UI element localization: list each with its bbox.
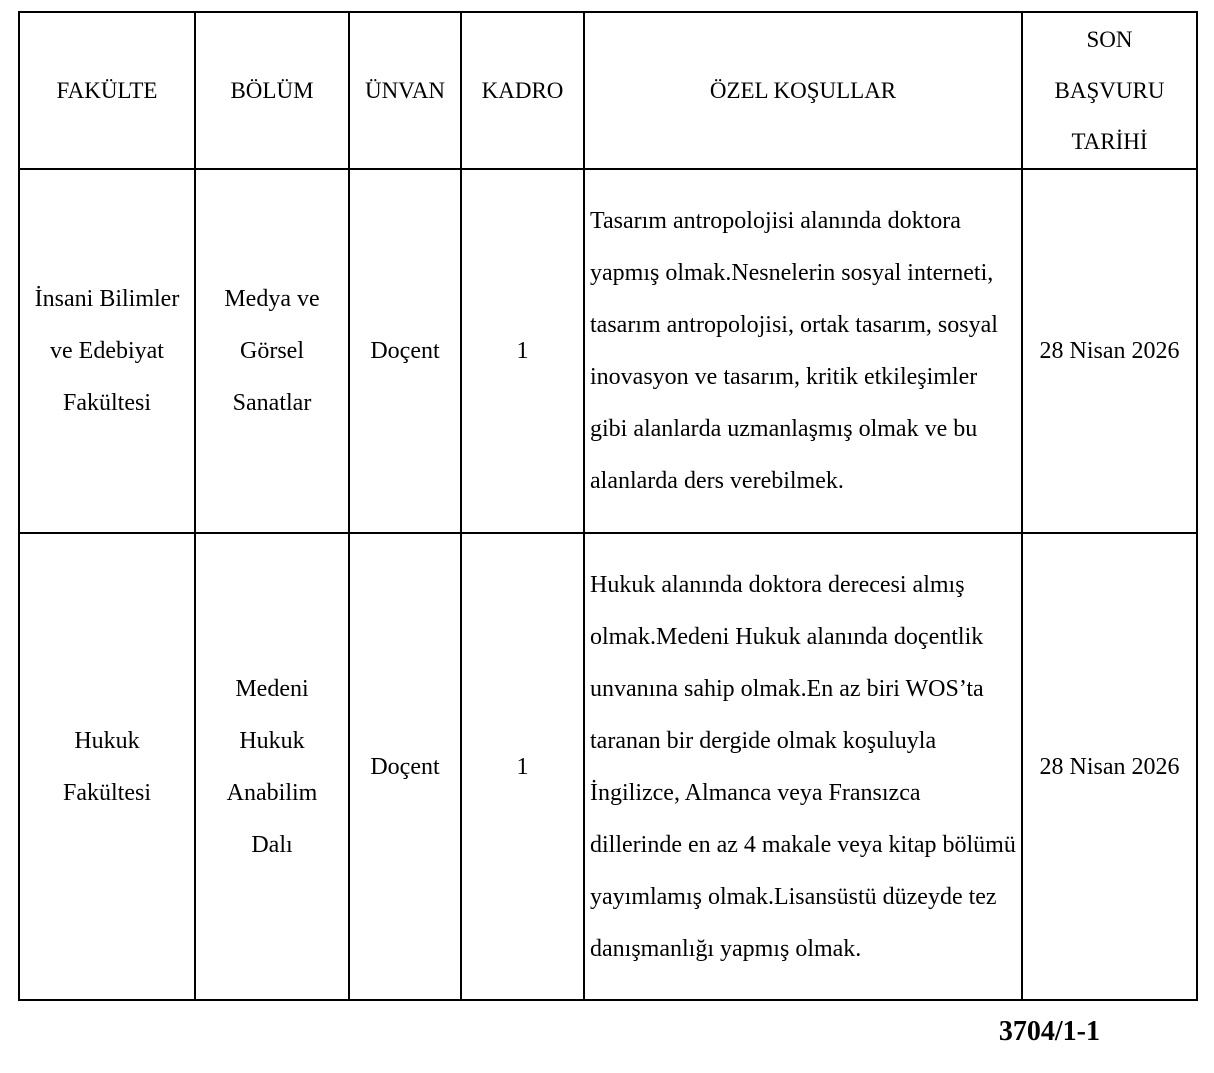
- cell-kadro: 1: [461, 169, 584, 533]
- table-header-row: [19, 12, 1197, 169]
- cell-bolum: Medya ve Görsel Sanatlar: [195, 169, 349, 533]
- cell-son-basvuru: 28 Nisan 2026: [1022, 169, 1197, 533]
- cell-fakulte: Hukuk Fakültesi: [19, 533, 195, 1000]
- table-row: [19, 533, 1197, 1000]
- header-kadro: KADRO: [461, 12, 584, 169]
- document-code: 3704/1-1: [998, 1016, 1100, 1047]
- table-row: [19, 169, 1197, 533]
- header-son-basvuru: SON BAŞVURU TARİHİ: [1022, 12, 1197, 169]
- header-bolum: BÖLÜM: [195, 12, 349, 169]
- header-fakulte: FAKÜLTE: [19, 12, 195, 169]
- cell-son-basvuru: 28 Nisan 2026: [1022, 533, 1197, 1000]
- cell-fakulte: İnsani Bilimler ve Edebiyat Fakültesi: [19, 169, 195, 533]
- position-table: [18, 11, 1198, 1001]
- cell-unvan: Doçent: [349, 533, 461, 1000]
- cell-ozel-kosullar: Hukuk alanında doktora derecesi almış olmak.Medeni Hukuk alanında doçentlik unvanına sahip olmak.En az biri WOS’ta taranan bir dergide olmak koşuluyla İngilizce, Almanca veya Fransızca dillerinde en az 4 makale veya kitap bölümü yayımlamış olmak.Lisansüstü düzeyde tez danışmanlığı yapmış olmak.: [584, 533, 1022, 1000]
- header-unvan: ÜNVAN: [349, 12, 461, 169]
- cell-unvan: Doçent: [349, 169, 461, 533]
- cell-bolum: Medeni Hukuk Anabilim Dalı: [195, 533, 349, 1000]
- cell-ozel-kosullar: Tasarım antropolojisi alanında doktora yapmış olmak.Nesnelerin sosyal interneti, tasarım antropolojisi, ortak tasarım, sosyal inovasyon ve tasarım, kritik etkileşimler gibi alanlarda uzmanlaşmış olmak ve bu alanlarda ders verebilmek.: [584, 169, 1022, 533]
- header-ozel-kosullar: ÖZEL KOŞULLAR: [584, 12, 1022, 169]
- cell-kadro: 1: [461, 533, 584, 1000]
